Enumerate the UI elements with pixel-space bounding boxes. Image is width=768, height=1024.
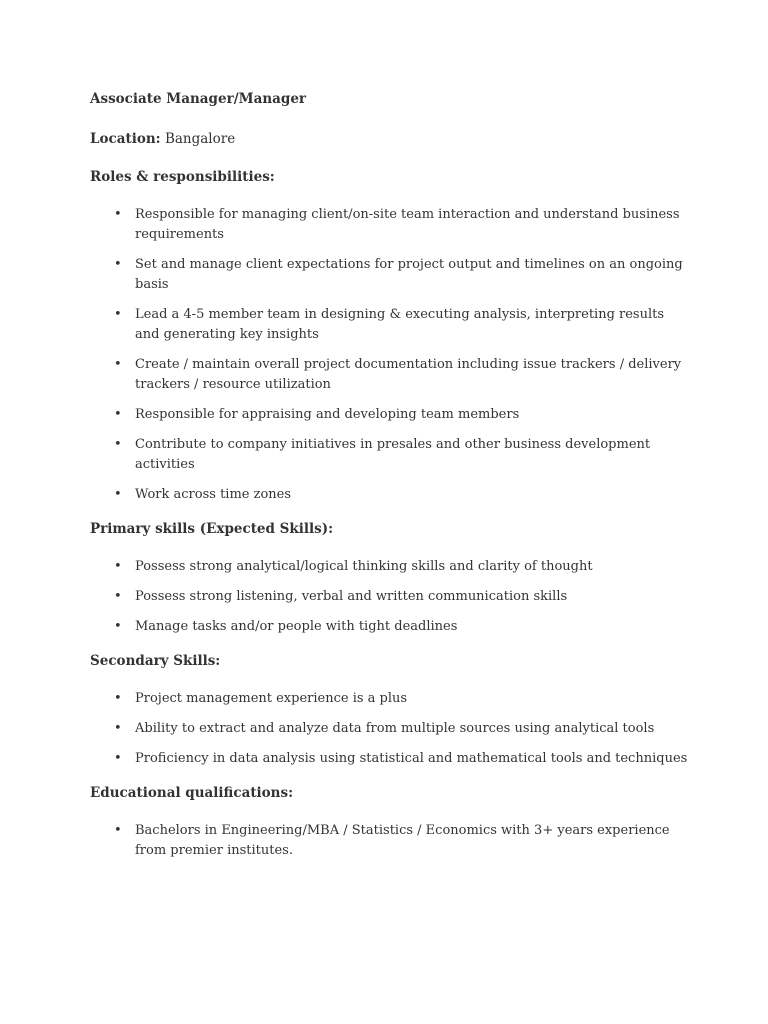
education-list (90, 821, 690, 861)
secondary-skills-list (90, 689, 690, 769)
list-item: • Responsible for managing client/on-site team interaction and understand business requirements (114, 207, 680, 242)
location-label: Location: (90, 131, 161, 147)
bullet-icon: • (114, 691, 122, 706)
list-item: • Possess strong listening, verbal and written communication skills (90, 587, 690, 607)
list-item: • Possess strong analytical/logical thinking skills and clarity of thought (90, 557, 690, 577)
bullet-icon: • (114, 721, 122, 736)
list-item: • Manage tasks and/or people with tight deadlines (90, 617, 690, 637)
list-item: • Work across time zones (90, 485, 690, 505)
bullet-icon: • (114, 487, 122, 502)
list-item: • Proficiency in data analysis using statistical and mathematical tools and techniques (90, 749, 690, 769)
job-title: Associate Manager/Manager (90, 91, 307, 107)
document-page (90, 89, 690, 875)
bullet-icon: • (114, 207, 122, 222)
roles-list (90, 205, 690, 505)
list-item: • Set and manage client expectations for project output and timelines on an ongoing basis (114, 257, 683, 292)
bullet-icon: • (114, 559, 122, 574)
list-item: • Bachelors in Engineering/MBA / Statistics / Economics with 3+ years experience from premier institutes. (114, 823, 670, 858)
section-heading-education: Educational qualifications: (90, 785, 294, 801)
list-item: • Responsible for appraising and developing team members (90, 405, 690, 425)
bullet-icon: • (114, 823, 122, 838)
bullet-icon: • (114, 307, 122, 322)
bullet-icon: • (114, 437, 122, 452)
list-item: • Ability to extract and analyze data from multiple sources using analytical tools (90, 719, 690, 739)
section-heading-primary-skills: Primary skills (Expected Skills): (90, 521, 334, 537)
bullet-icon: • (114, 407, 122, 422)
bullet-icon: • (114, 619, 122, 634)
bullet-icon: • (114, 751, 122, 766)
list-item: • Lead a 4-5 member team in designing & executing analysis, interpreting results and generating key insights (114, 307, 665, 342)
bullet-icon: • (114, 357, 122, 372)
bullet-icon: • (114, 589, 122, 604)
list-item: • Create / maintain overall project documentation including issue trackers / delivery trackers / resource utilization (114, 357, 682, 392)
list-item: • Contribute to company initiatives in presales and other business development activities (114, 437, 651, 472)
location-line (90, 129, 690, 149)
list-item: • Project management experience is a plus (90, 689, 690, 709)
section-heading-roles: Roles & responsibilities: (90, 169, 275, 185)
section-heading-secondary-skills: Secondary Skills: (90, 653, 221, 669)
primary-skills-list (90, 557, 690, 637)
bullet-icon: • (114, 257, 122, 272)
location-value: Bangalore (164, 131, 236, 147)
